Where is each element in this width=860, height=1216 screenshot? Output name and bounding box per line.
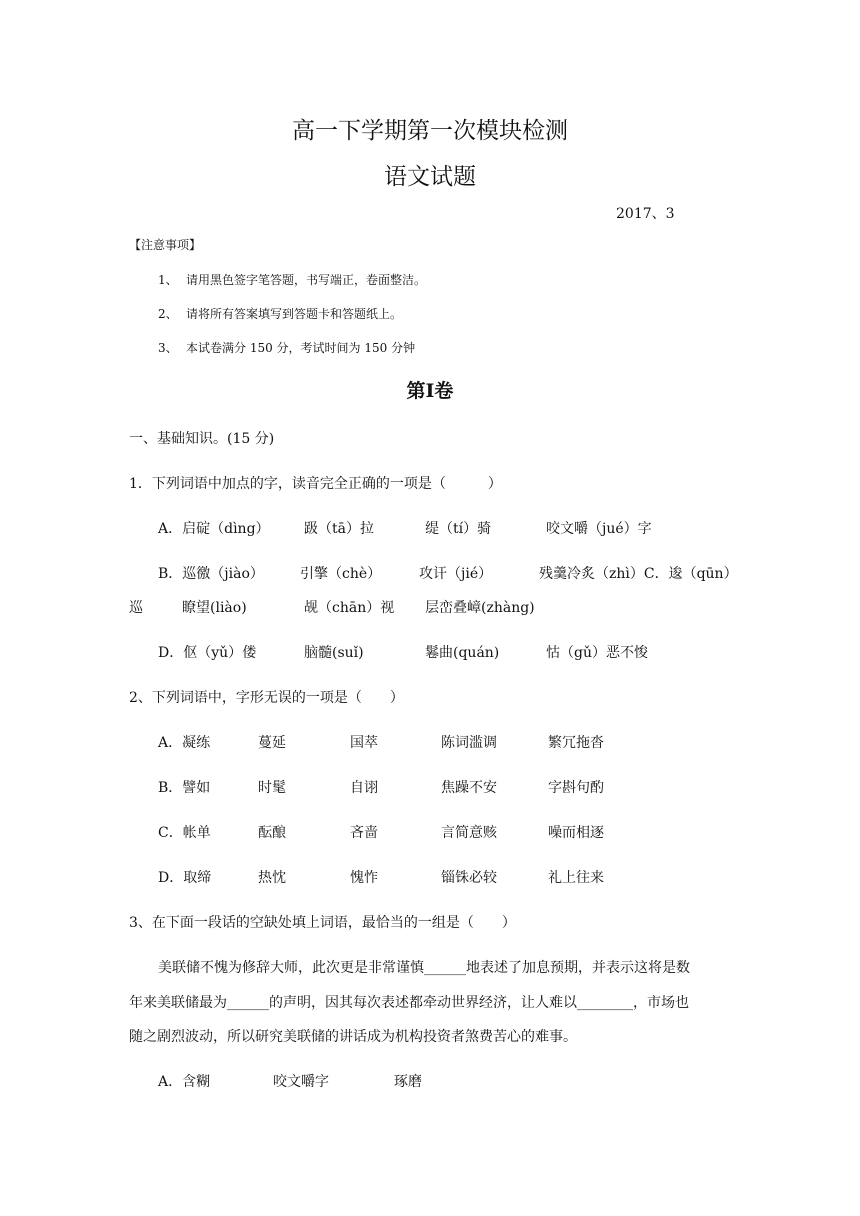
q2-option-cell: 锱铢必较 — [441, 870, 497, 886]
exam-subtitle: 语文试题 — [384, 164, 476, 190]
notice-text: 本试卷满分 150 分，考试时间为 150 分钟 — [186, 341, 416, 355]
q1-option-b-part: 攻讦（jié） — [419, 566, 493, 582]
q2-option-cell: 礼上往来 — [548, 870, 604, 886]
q1-option-a-part: 缇（tí）骑 — [425, 521, 492, 537]
q2-option-cell: 噪而相逐 — [548, 825, 604, 841]
q1-option-d-part: 怙（gǔ）恶不悛 — [546, 645, 648, 661]
q2-option-cell: 吝啬 — [350, 825, 378, 841]
q2-option-cell: 时髦 — [258, 780, 286, 796]
question-2-stem: 2、下列词语中，字形无误的一项是（ ） — [129, 690, 404, 706]
q2-option-cell: 字斟句酌 — [548, 780, 604, 796]
volume-heading: 第Ⅰ卷 — [406, 380, 454, 402]
q3-option-a-part: A．含糊 — [158, 1074, 211, 1090]
q3-option-a-part: 咬文嚼字 — [273, 1074, 329, 1090]
q1-option-a-part: 趿（tā）拉 — [304, 521, 374, 537]
notice-item — [158, 339, 415, 356]
q2-option-cell: 自诩 — [350, 780, 378, 796]
q2-option-cell: 陈词滥调 — [441, 735, 497, 751]
q1-option-b-part: 残羹冷炙（zhì）C．逡（qūn） — [539, 566, 738, 582]
notice-text: 请将所有答案填写到答题卡和答题纸上。 — [186, 307, 403, 321]
q1-option-b-part: B．巡徼（jiào） — [158, 566, 264, 582]
q2-option-cell: A．凝练 — [158, 735, 211, 751]
q1-option-d-part: 脑髓(suǐ) — [304, 645, 364, 661]
q1-option-a-part: A．启碇（dìng） — [158, 521, 270, 537]
notice-number: 3、 — [158, 341, 178, 355]
q2-option-cell: 愧怍 — [350, 870, 378, 886]
q1-option-d-part: D．伛（yǔ）偻 — [158, 645, 257, 661]
notice-number: 1、 — [158, 273, 178, 287]
q2-option-cell: 言简意赅 — [441, 825, 497, 841]
exam-title: 高一下学期第一次模块检测 — [292, 118, 568, 144]
q1-option-c-part: 觇（chān）视 — [304, 600, 395, 616]
q3-option-a-part: 琢磨 — [394, 1074, 422, 1090]
q1-option-c-part: 瞭望(liào) — [182, 600, 247, 616]
q1-option-b-part: 引擎（chè） — [300, 566, 382, 582]
question-1-stem: 1．下列词语中加点的字，读音完全正确的一项是（ ） — [129, 476, 502, 492]
q1-option-a-part: 咬文嚼（jué）字 — [546, 521, 652, 537]
q3-paragraph-line: 美联储不愧为修辞大师，此次更是非常谨慎______地表述了加息预期，并表示这将是数 — [158, 960, 690, 976]
notice-number: 2、 — [158, 307, 178, 321]
notice-item — [158, 271, 426, 288]
q2-option-cell: B．譬如 — [158, 780, 211, 796]
q2-option-cell: D．取缔 — [158, 870, 212, 886]
section-heading: 一、基础知识。(15 分) — [129, 431, 275, 447]
q1-option-d-part: 鬈曲(quán) — [425, 645, 500, 661]
notice-item — [158, 305, 402, 322]
question-3-stem: 3、在下面一段话的空缺处填上词语，最恰当的一组是（ ） — [129, 915, 516, 931]
q2-option-cell: 热忱 — [258, 870, 286, 886]
q3-paragraph-line: 年来美联储最为______的声明，因其每次表述都牵动世界经济，让人难以________，市场也 — [129, 995, 689, 1011]
q2-option-cell: C．帐单 — [158, 825, 211, 841]
q2-option-cell: 酝酿 — [258, 825, 286, 841]
q3-paragraph-line: 随之剧烈波动，所以研究美联储的讲话成为机构投资者煞费苦心的难事。 — [129, 1029, 577, 1045]
q2-option-cell: 国萃 — [350, 735, 378, 751]
q1-option-c-part: 巡 — [129, 600, 143, 616]
q1-option-c-part: 层峦叠嶂(zhàng) — [425, 600, 535, 616]
q2-option-cell: 繁冗拖沓 — [548, 735, 604, 751]
q2-option-cell: 焦躁不安 — [441, 780, 497, 796]
notice-heading: 【注意事项】 — [129, 238, 202, 252]
q2-option-cell: 蔓延 — [258, 735, 286, 751]
notice-text: 请用黑色签字笔答题，书写端正，卷面整洁。 — [186, 273, 427, 287]
exam-date: 2017、3 — [616, 206, 675, 222]
